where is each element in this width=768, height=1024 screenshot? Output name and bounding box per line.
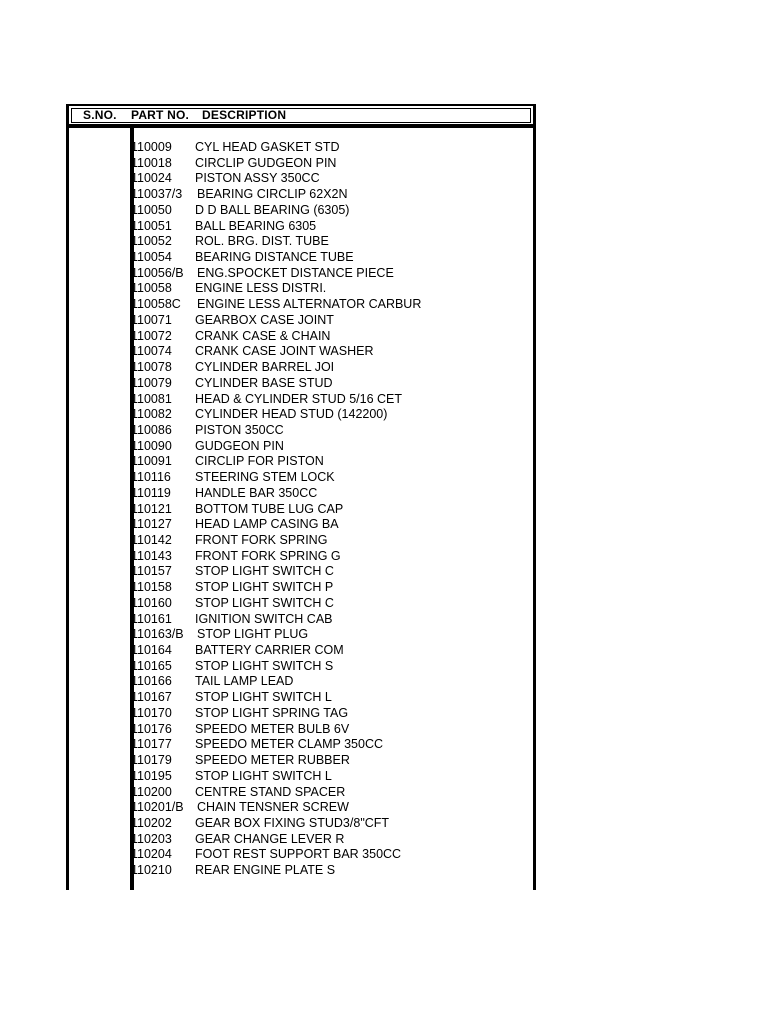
table-row <box>0 596 768 612</box>
description-cell: ENGINE LESS ALTERNATOR CARBUR <box>197 297 422 312</box>
description-cell: STOP LIGHT SWITCH C <box>195 595 334 610</box>
description-cell: CYLINDER BARREL JOI <box>195 360 335 375</box>
description-cell: FRONT FORK SPRING G <box>195 548 341 563</box>
table-row <box>0 564 768 580</box>
table-row <box>0 800 768 816</box>
table-header <box>66 104 536 126</box>
table-row <box>0 659 768 675</box>
description-cell: GEAR CHANGE LEVER R <box>195 831 345 846</box>
description-cell: HANDLE BAR 350CC <box>195 485 318 500</box>
part-number-cell: 110204 <box>131 847 172 862</box>
table-row <box>0 219 768 235</box>
table-row <box>0 423 768 439</box>
table-row <box>0 533 768 549</box>
part-number-cell: 110142 <box>131 533 172 547</box>
description-cell: CHAIN TENSNER SCREW <box>197 800 349 815</box>
part-number-cell: 110009 <box>131 140 172 154</box>
description-cell: SPEEDO METER BULB 6V <box>195 721 350 736</box>
part-number-cell: 110170 <box>131 705 172 720</box>
part-number-cell: 110157 <box>131 564 172 579</box>
part-number-cell: 110050 <box>131 202 172 217</box>
description-cell: CIRCLIP GUDGEON PIN <box>195 155 337 170</box>
description-cell: BALL BEARING 6305 <box>195 218 317 233</box>
part-number-cell: 110081 <box>131 391 172 406</box>
part-number-cell: 110167 <box>131 690 172 705</box>
part-number-cell: 110037/3 <box>131 187 183 202</box>
table-row <box>0 502 768 518</box>
part-number-cell: 110201/B <box>131 800 184 815</box>
table-row <box>0 187 768 203</box>
part-number-cell: 110054 <box>131 250 172 265</box>
part-number-cell: 110161 <box>131 611 172 626</box>
description-cell: GEAR BOX FIXING STUD3/8"CFT <box>195 815 390 830</box>
table-row <box>0 785 768 801</box>
table-row <box>0 281 768 297</box>
table-row <box>0 612 768 628</box>
description-cell: IGNITION SWITCH CAB <box>195 611 333 626</box>
description-cell: CRANK CASE & CHAIN <box>195 328 331 343</box>
description-cell: CYL HEAD GASKET STD <box>195 140 340 154</box>
description-cell: GUDGEON PIN <box>195 438 284 453</box>
table-row <box>0 203 768 219</box>
description-cell: STOP LIGHT SPRING TAG <box>195 705 349 720</box>
header-part-no: PART NO. <box>131 108 190 122</box>
description-cell: STOP LIGHT SWITCH L <box>195 768 332 783</box>
description-cell: STOP LIGHT SWITCH P <box>195 580 334 595</box>
part-number-cell: 110090 <box>131 438 172 453</box>
table-row <box>0 722 768 738</box>
description-cell: STOP LIGHT SWITCH L <box>195 690 332 705</box>
part-number-cell: 110079 <box>131 375 172 390</box>
header-sno: S.NO. <box>83 108 117 122</box>
description-cell: HEAD LAMP CASING BA <box>195 517 339 532</box>
description-cell: STEERING STEM LOCK <box>195 470 335 485</box>
part-number-cell: 110200 <box>131 784 172 799</box>
description-cell: STOP LIGHT SWITCH C <box>195 564 334 579</box>
part-number-cell: 110127 <box>131 517 172 532</box>
part-number-cell: 110116 <box>131 470 171 485</box>
table-body-top-rule <box>66 126 536 128</box>
table-row <box>0 140 768 156</box>
part-number-cell: 110078 <box>131 360 172 375</box>
part-number-cell: 110082 <box>131 407 172 422</box>
description-cell: FRONT FORK SPRING <box>195 533 328 547</box>
description-cell: FOOT REST SUPPORT BAR 350CC <box>195 847 402 862</box>
part-number-cell: 110177 <box>131 737 172 752</box>
table-row <box>0 313 768 329</box>
description-cell: D D BALL BEARING (6305) <box>195 202 350 217</box>
table-row <box>0 454 768 470</box>
description-cell: STOP LIGHT PLUG <box>197 627 309 642</box>
description-cell: GEARBOX CASE JOINT <box>195 312 334 327</box>
part-number-cell: 110071 <box>131 312 172 327</box>
description-cell: BATTERY CARRIER COM <box>195 643 344 658</box>
table-row <box>0 360 768 376</box>
description-cell: BEARING CIRCLIP 62X2N <box>197 187 348 202</box>
part-number-cell: 110165 <box>131 658 172 673</box>
description-cell: STOP LIGHT SWITCH S <box>195 658 334 673</box>
table-row <box>0 549 768 565</box>
part-number-cell: 110164 <box>131 643 172 658</box>
part-number-cell: 110119 <box>131 485 171 500</box>
part-number-cell: 110176 <box>131 721 172 736</box>
part-number-cell: 110121 <box>131 501 172 516</box>
table-row <box>0 690 768 706</box>
part-number-cell: 110166 <box>131 674 172 689</box>
description-cell: BOTTOM TUBE LUG CAP <box>195 501 344 516</box>
description-cell: ROL. BRG. DIST. TUBE <box>195 234 329 249</box>
table-row <box>0 171 768 187</box>
description-cell: SPEEDO METER RUBBER <box>195 753 350 768</box>
table-row <box>0 407 768 423</box>
table-row <box>0 486 768 502</box>
part-number-cell: 110018 <box>131 155 172 170</box>
part-number-cell: 110202 <box>131 815 172 830</box>
header-description: DESCRIPTION <box>202 108 287 122</box>
table-row <box>0 769 768 785</box>
description-cell: HEAD & CYLINDER STUD 5/16 CET <box>195 391 402 406</box>
table-row <box>0 376 768 392</box>
part-number-cell: 110086 <box>131 422 172 437</box>
part-number-cell: 110195 <box>131 768 172 783</box>
table-row <box>0 156 768 172</box>
part-number-cell: 110160 <box>131 595 172 610</box>
table-row <box>0 706 768 722</box>
part-number-cell: 110024 <box>131 171 172 186</box>
part-number-cell: 110143 <box>131 548 172 563</box>
part-number-cell: 110056/B <box>131 265 184 280</box>
description-cell: ENGINE LESS DISTRI. <box>195 281 327 296</box>
table-row <box>0 580 768 596</box>
table-row <box>0 266 768 282</box>
part-number-cell: 110179 <box>131 753 172 768</box>
table-row <box>0 439 768 455</box>
table-row <box>0 847 768 863</box>
table-row <box>0 627 768 643</box>
table-row <box>0 863 768 879</box>
part-number-cell: 110210 <box>131 863 172 878</box>
description-cell: CENTRE STAND SPACER <box>195 784 346 799</box>
table-row <box>0 329 768 345</box>
description-cell: PISTON 350CC <box>195 422 284 437</box>
part-number-cell: 110052 <box>131 234 172 249</box>
part-number-cell: 110058 <box>131 281 172 296</box>
description-cell: BEARING DISTANCE TUBE <box>195 250 354 265</box>
table-row <box>0 297 768 313</box>
table-row <box>0 392 768 408</box>
description-cell: REAR ENGINE PLATE S <box>195 863 336 878</box>
table-row <box>0 234 768 250</box>
description-cell: TAIL LAMP LEAD <box>195 674 294 689</box>
part-number-cell: 110163/B <box>131 627 184 642</box>
description-cell: PISTON ASSY 350CC <box>195 171 320 186</box>
description-cell: CYLINDER HEAD STUD (142200) <box>195 407 388 422</box>
table-row <box>0 753 768 769</box>
description-cell: SPEEDO METER CLAMP 350CC <box>195 737 384 752</box>
part-number-cell: 110158 <box>131 580 172 595</box>
part-number-cell: 110051 <box>131 218 172 233</box>
part-number-cell: 110091 <box>131 454 172 469</box>
table-row <box>0 643 768 659</box>
table-row <box>0 816 768 832</box>
description-cell: CYLINDER BASE STUD <box>195 375 333 390</box>
table-row <box>0 344 768 360</box>
description-cell: CRANK CASE JOINT WASHER <box>195 344 374 359</box>
part-number-cell: 110203 <box>131 831 172 846</box>
description-cell: CIRCLIP FOR PISTON <box>195 454 324 469</box>
part-number-cell: 110072 <box>131 328 172 343</box>
table-row <box>0 470 768 486</box>
part-number-cell: 110058C <box>131 297 181 312</box>
part-number-cell: 110074 <box>131 344 172 359</box>
table-row <box>0 674 768 690</box>
table-row <box>0 517 768 533</box>
description-cell: ENG.SPOCKET DISTANCE PIECE <box>197 265 394 280</box>
table-row <box>0 737 768 753</box>
table-row <box>0 250 768 266</box>
table-row <box>0 832 768 848</box>
